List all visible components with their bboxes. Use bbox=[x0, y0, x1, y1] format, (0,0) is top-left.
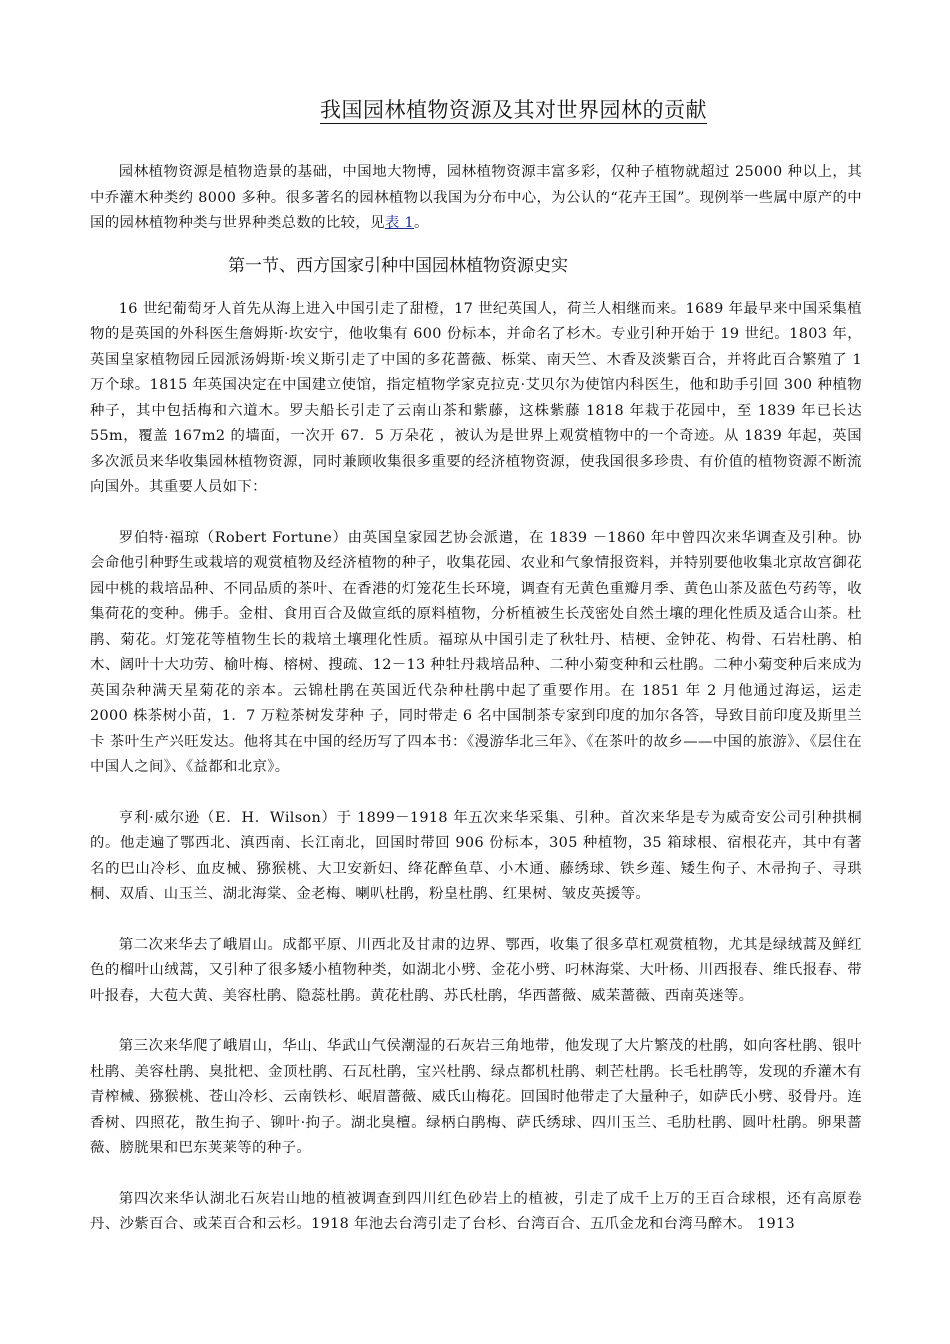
intro-text: 园林植物资源是植物造景的基础，中国地大物博，园林植物资源丰富多彩，仅种子植物就超过 25000 种以上，其中乔灌木种类约 8000 多种。很多著名的园林植物以我国为分布中心，为公认的“花卉王国”。现例举一些属中原产的中国的园林植物种类与世界种类总数的比较，见 bbox=[90, 164, 862, 231]
second-visit-paragraph: 第二次来华去了峨眉山。成都平原、川西北及甘肃的边界、鄂西，收集了很多草杠观赏植物，尤其是绿绒蒿及鲜红色的榴叶山绒蒿，又引种了很多矮小植物种类，如湖北小劈、金花小劈、叼林海棠、大叶杨、川西报春、维氏报春、带叶报春，大苞大黄、美容杜鹃、隐蕊杜鹃。黄花杜鹃、苏氏杜鹃，华西蔷薇、威苿蔷薇、西南英迷等。 bbox=[90, 936, 862, 1004]
fortune-paragraph: 罗伯特·福琼（Robert Fortune）由英国皇家园艺协会派遣，在 1839 －1860 年中曾四次来华调查及引种。协会命他引种野生或栽培的观赏植物及经济植物的种子，收集花园、农业和气象情报资料，并特别要他收集北京故宫御花园中桃的栽培品种、不同品质的茶叶、在香港的灯笼花生长环境，调查有无黄色重瓣月季、黄色山茶及蓝色芍药等，收集荷花的变种。佛手。金柑、食用百合及做宣纸的原料植物，分析植被生长茂密处自然土壤的理化性质及适合山茶。杜鹃、菊花。灯笼花等植物生长的栽培土壤理化性质。福琼从中国引走了秋牡丹、桔梗、金钟花、构骨、石岩杜鹃、柏木、阔叶十大功劳、榆叶梅、榕树、搜疏、12－13 种牡丹栽培品种、二种小菊变种和云杜鹃。二种小菊变种后来成为英国杂种满天星菊花的亲本。云锦杜鹃在英国近代杂种杜鹃中起了重要作用。在 1851 年 2 月他通过海运，运走 2000 株茶树小苗，1．7 万粒茶树发芽种 子，同时带走 6 名中国制茶专家到印度的加尔各答，导致目前印度及斯里兰卡 茶叶生产兴旺发达。他将其在中国的经历写了四本书：《漫游华北三年》、《在茶叶的故乡——中国的旅游》、《层住在中国人之间》、《益都和北京》。 bbox=[90, 529, 862, 775]
section-title: 第一节、西方国家引种中国园林植物资源史实 bbox=[228, 255, 568, 276]
intro-paragraph bbox=[90, 160, 862, 237]
table-1-link[interactable]: 表 1 bbox=[384, 215, 414, 231]
intro-suffix: 。 bbox=[414, 215, 429, 231]
history-paragraph: 16 世纪葡萄牙人首先从海上进入中国引走了甜橙，17 世纪英国人，荷兰人相继而来。1689 年最早来中国采集植物的是英国的外科医生詹姆斯·坎安宁，他收集有 600 份标本，并命名了杉木。专业引种开始于 19 世纪。1803 年，英国皇家植物园丘园派汤姆斯·埃义斯引走了中国的多花蔷薇、栎棠、南天竺、木香及淡紫百合，并将此百合繁殖了 1 万个球。1815 年英国决定在中国建立使馆，指定植物学家克拉克·艾贝尔为使馆内科医生，他和助手引回 300 种植物种子，其中包括梅和六道木。罗夫船长引走了云南山茶和紫藤，这株紫藤 1818 年栽于花园中，至 1839 年已长达 55m，覆盖 167m2 的墙面，一次开 67．5 万朵花 ，被认为是世界上观赏植物中的一个奇迹。从 1839 年起，英国多次派员来华收集园林植物资源，同时兼顾收集很多重要的经济植物资源，使我国很多珍贵、有价值的植物资源不断流向国外。其重要人员如下： bbox=[90, 300, 862, 495]
fourth-visit-paragraph: 第四次来华认湖北石灰岩山地的植被调查到四川红色砂岩上的植被，引走了成千上万的王百合球根，还有高原卷丹、沙紫百合、或苿百合和云杉。1918 年池去台湾引走了台杉、台湾百合、五爪金龙和台湾马醉木。 1913 bbox=[90, 1190, 862, 1232]
document-title: 我国园林植物资源及其对世界园林的贡献 bbox=[320, 98, 707, 122]
document-page bbox=[90, 90, 862, 1238]
wilson-paragraph: 亨利·威尔逊（E．H．Wilson）于 1899－1918 年五次来华采集、引种。首次来华是专为威奇安公司引种拱桐的。他走遍了鄂西北、滇西南、长江南北，回国时带回 906 份标本，305 种植物，35 箱球根、宿根花卉，其中有著名的巴山冷杉、血皮械、猕猴桃、大卫安新妇、绛花醉鱼草、小木通、藤绣球、铁乡莲、矮生佝子、木帚拘子、寻珙桐、双盾、山玉兰、湖北海棠、金老梅、喇叭杜鹃，粉皇杜鹃、红果树、皱皮英援等。 bbox=[90, 809, 862, 902]
third-visit-paragraph: 第三次来华爬了峨眉山，华山、华武山气侯潮湿的石灰岩三角地带，他发现了大片繁茂的杜鹃，如向客杜鹃、银叶杜鹃、美容杜鹃、臭批杷、金顶杜鹃、石瓦杜鹃，宝兴杜鹃、绿点都机杜鹃、刺芒杜鹃。长毛杜鹃等，发现的乔灌木有青榨械、猕猴桃、苍山冷杉、云南铁杉、岷眉蔷薇、威氏山梅花。回国时他带走了大量种子，如萨氏小劈、驳骨丹。连香树、四照花，散生拘子、铆叶·拘子。湖北臭檀。绿柄白鹃梅、萨氏绣球、四川玉兰、毛肋杜鹃、圆叶杜鹃。卵果蔷薇、膀胱果和巴东荚莱等的种子。 bbox=[90, 1038, 862, 1156]
